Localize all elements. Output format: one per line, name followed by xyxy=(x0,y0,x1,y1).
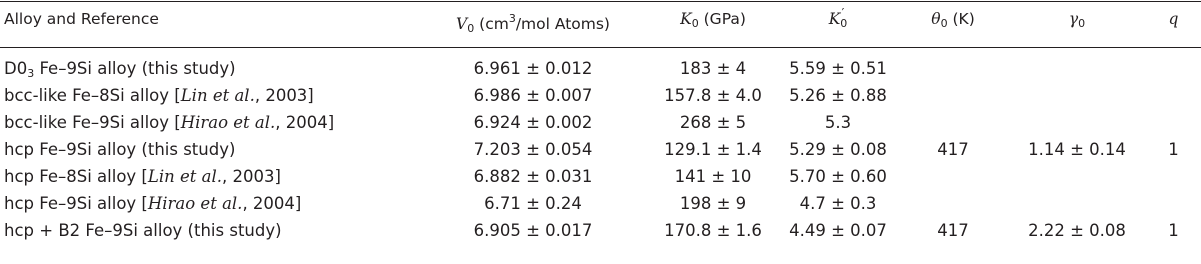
cell-q xyxy=(1146,191,1201,217)
cell-v0: 6.71 ± 0.24 xyxy=(484,194,582,213)
cell-theta0 xyxy=(898,164,1008,190)
cell-k0: 129.1 ± 1.4 xyxy=(664,140,762,159)
cell-q xyxy=(1146,110,1201,136)
cell-gamma0 xyxy=(1008,83,1146,109)
cell-gamma0 xyxy=(1008,110,1146,136)
table-row xyxy=(0,218,1201,244)
table-row xyxy=(0,56,1201,82)
cell-q: 1 xyxy=(1168,140,1179,159)
cell-theta0: 417 xyxy=(937,140,969,159)
cell-v0: 6.882 ± 0.031 xyxy=(473,167,593,186)
table-row xyxy=(0,83,1201,109)
cell-theta0 xyxy=(898,83,1008,109)
cell-theta0 xyxy=(898,191,1008,217)
header-k0-prime: K ′ $_0$ xyxy=(828,6,848,30)
cell-q: 1 xyxy=(1168,221,1179,240)
cell-k0-prime: 5.70 ± 0.60 xyxy=(789,167,887,186)
cell-alloy-reference: bcc-like Fe–9Si alloy [Hirao et al., 2004] xyxy=(4,113,335,132)
cell-alloy-reference: $D0_3$ Fe–9Si alloy (this study) xyxy=(4,59,236,80)
cell-v0: 6.961 ± 0.012 xyxy=(473,59,593,78)
cell-theta0 xyxy=(898,110,1008,136)
table-header-rule xyxy=(0,47,1201,48)
cell-k0: 141 ± 10 xyxy=(674,167,752,186)
cell-v0: 6.905 ± 0.017 xyxy=(473,221,593,240)
table-row xyxy=(0,137,1201,163)
cell-k0: 157.8 ± 4.0 xyxy=(664,86,762,105)
cell-alloy-reference: hcp Fe–9Si alloy [Hirao et al., 2004] xyxy=(4,194,302,213)
cell-theta0: 417 xyxy=(937,221,969,240)
cell-k0-prime: 5.3 xyxy=(824,113,852,132)
cell-q xyxy=(1146,164,1201,190)
header-gamma0: $\gamma_0$ xyxy=(1068,10,1086,30)
cell-k0-prime: 4.7 ± 0.3 xyxy=(799,194,877,213)
cell-theta0 xyxy=(898,56,1008,82)
cell-alloy-reference: hcp Fe–9Si alloy (this study) xyxy=(4,140,236,159)
cell-gamma0: 2.22 ± 0.08 xyxy=(1028,221,1126,240)
cell-k0-prime: 5.26 ± 0.88 xyxy=(789,86,887,105)
cell-q xyxy=(1146,83,1201,109)
table-row xyxy=(0,191,1201,217)
table-header-row xyxy=(0,6,1201,35)
cell-k0-prime: 5.29 ± 0.08 xyxy=(789,140,887,159)
cell-k0: 268 ± 5 xyxy=(679,113,747,132)
cell-v0: 7.203 ± 0.054 xyxy=(473,140,593,159)
cell-k0-prime: 5.59 ± 0.51 xyxy=(789,59,887,78)
cell-alloy-reference: bcc-like Fe–8Si alloy [Lin et al., 2003] xyxy=(4,86,314,105)
cell-q xyxy=(1146,56,1201,82)
table-top-rule xyxy=(0,1,1201,2)
cell-gamma0 xyxy=(1008,164,1146,190)
cell-k0: 183 ± 4 xyxy=(679,59,747,78)
table-row xyxy=(0,164,1201,190)
cell-v0: 6.924 ± 0.002 xyxy=(473,113,593,132)
cell-alloy-reference: hcp + B2 Fe–9Si alloy (this study) xyxy=(4,221,282,240)
cell-gamma0 xyxy=(1008,56,1146,82)
table-row xyxy=(0,110,1201,136)
cell-gamma0: 1.14 ± 0.14 xyxy=(1028,140,1126,159)
header-k0: $K_0$ (GPa) xyxy=(680,10,746,30)
cell-k0: 198 ± 9 xyxy=(679,194,747,213)
cell-k0: 170.8 ± 1.6 xyxy=(664,221,762,240)
cell-k0-prime: 4.49 ± 0.07 xyxy=(789,221,887,240)
header-alloy: Alloy and Reference xyxy=(4,10,159,28)
cell-v0: 6.986 ± 0.007 xyxy=(473,86,593,105)
header-theta0: $\theta_0$ (K) xyxy=(931,10,975,30)
cell-gamma0 xyxy=(1008,191,1146,217)
cell-alloy-reference: hcp Fe–8Si alloy [Lin et al., 2003] xyxy=(4,167,281,186)
header-q: q xyxy=(1168,10,1179,28)
header-v0: $V_0$ ($cm^3$/mol Atoms) xyxy=(456,12,610,35)
